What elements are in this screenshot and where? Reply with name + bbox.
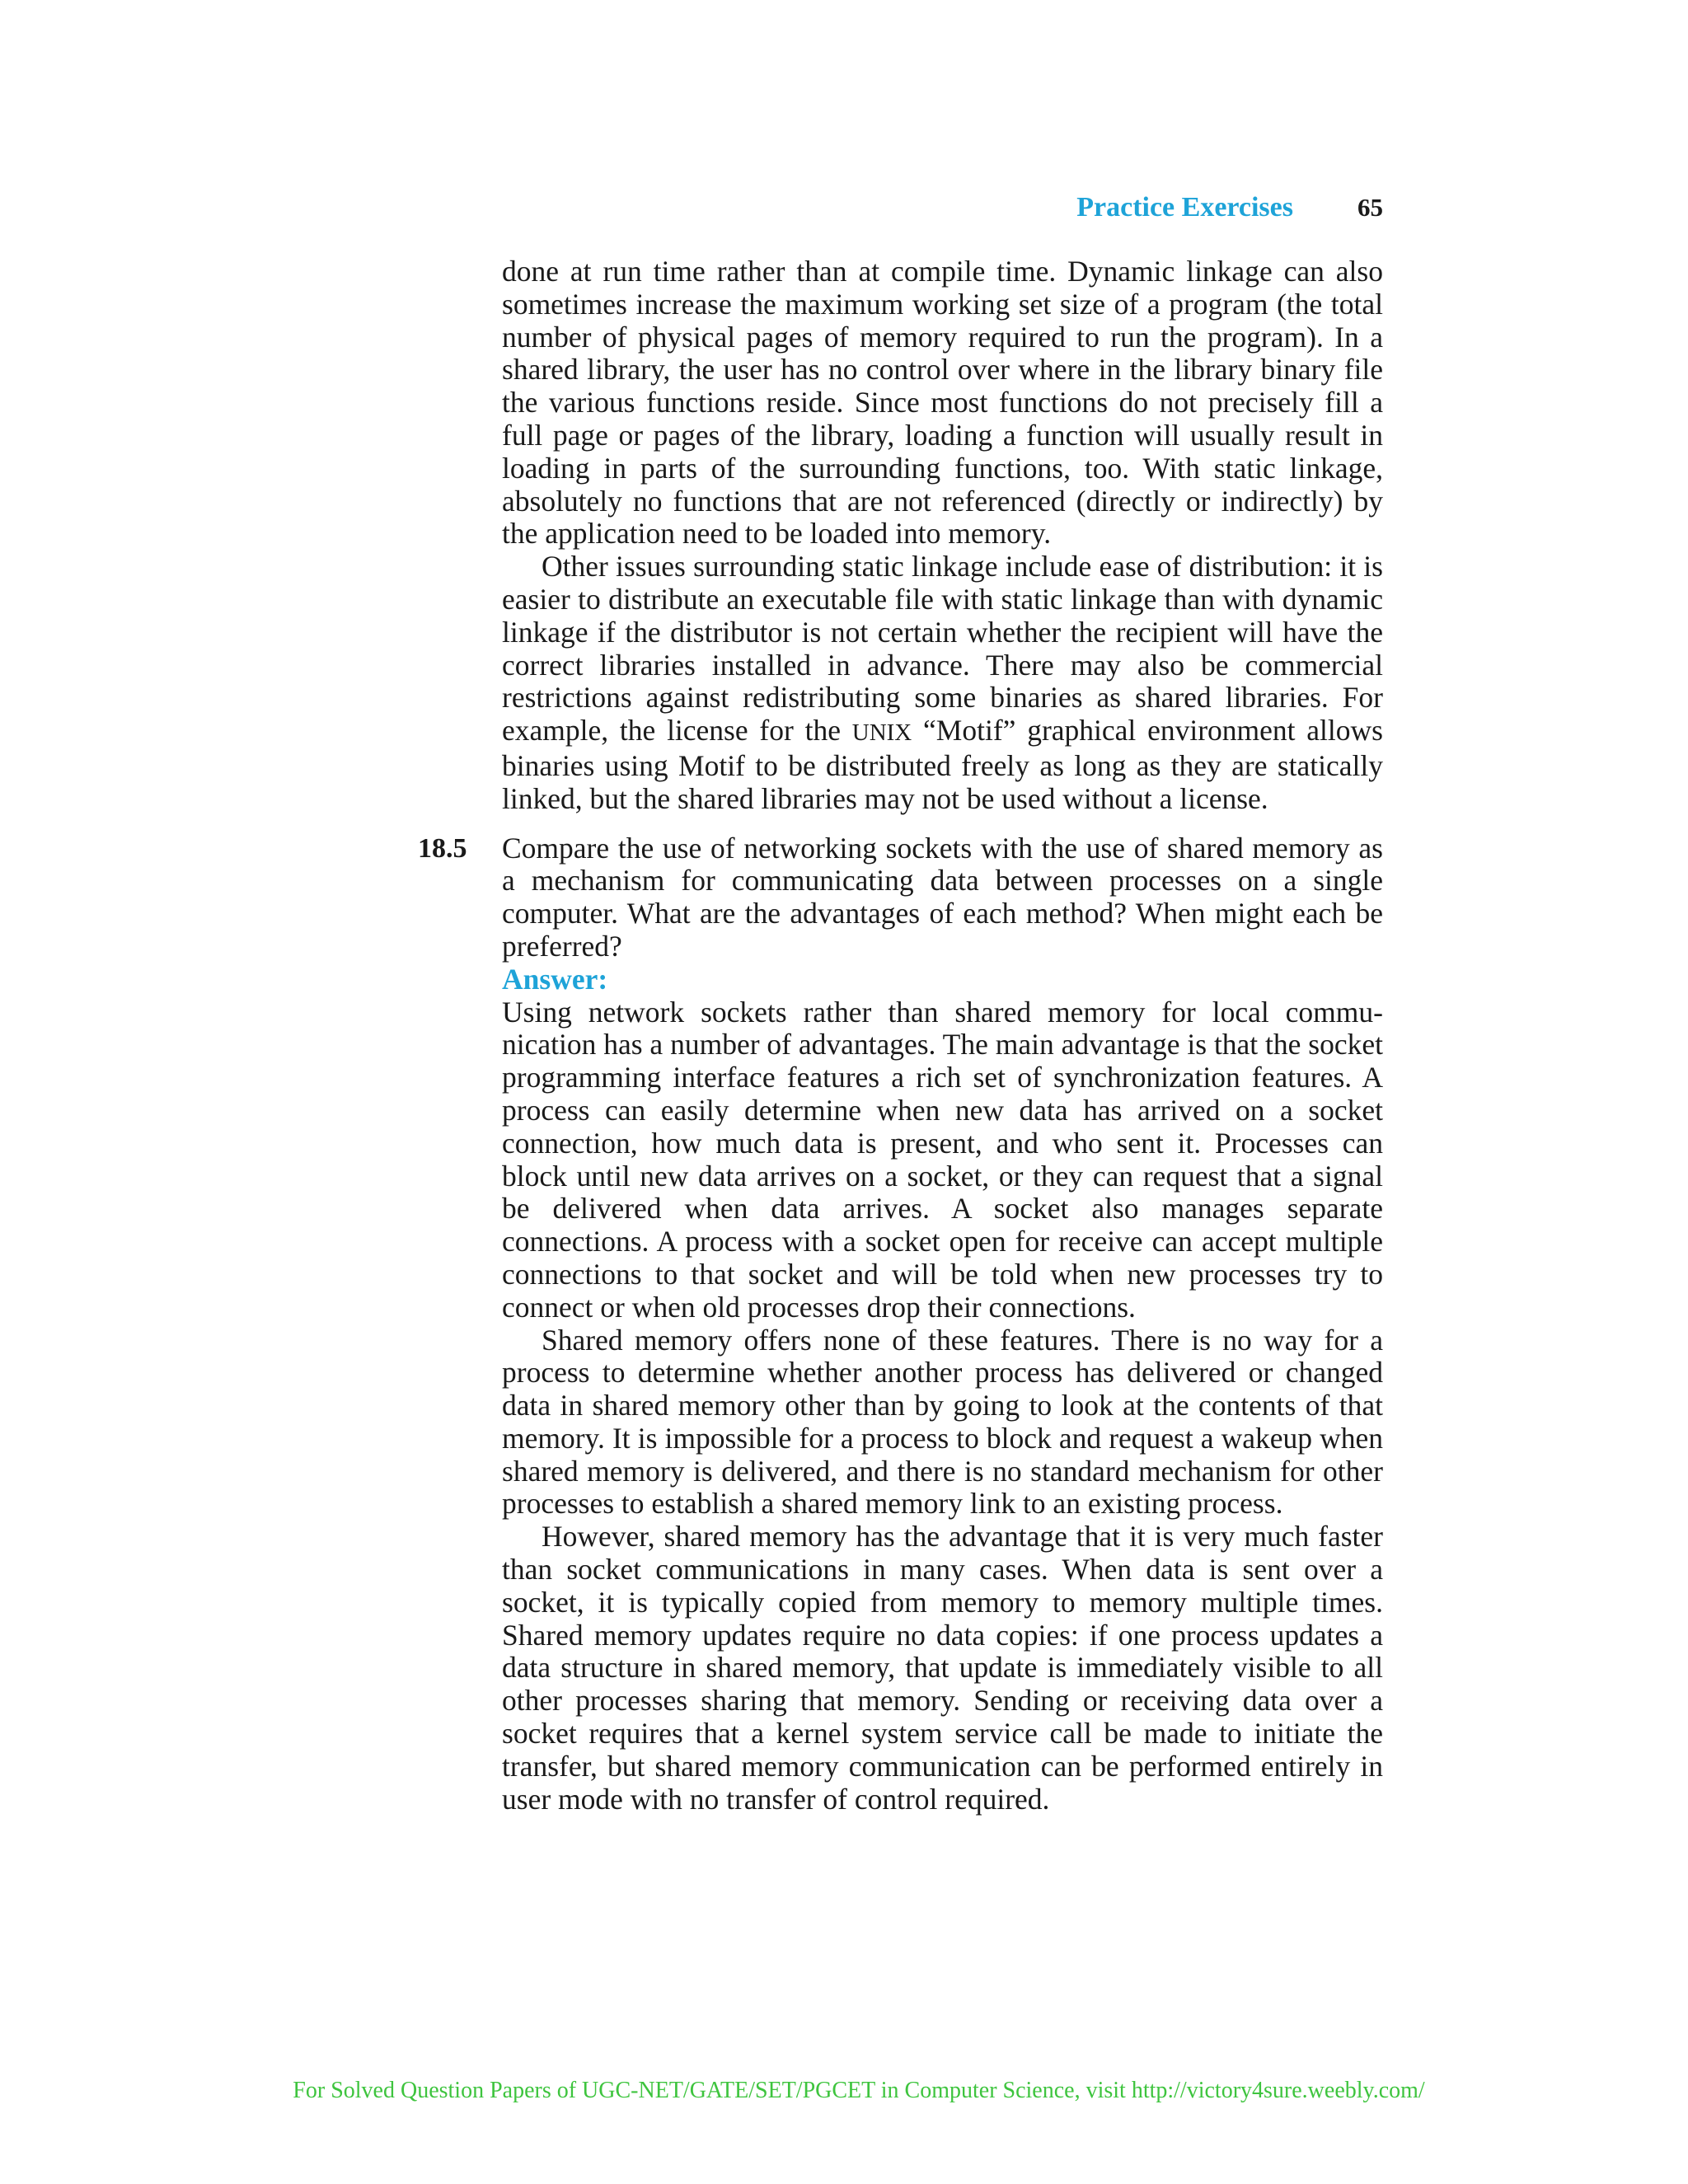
- answer-label: Answer:: [502, 962, 608, 996]
- paragraph-dynamic-linkage: done at run time rather than at compile time. Dynamic linkage can also sometimes increase the maximum working set size of a program (the total number of physical pages of memory required to run the program). In a shared library, the user has no control over where in the library binary file the various functions reside. Since most functions do not precisely fill a full page or pages of the library, loading a function will usually result in loading in parts of the surrounding functions, too. With static linkage, absolutely no functions that are not referenced (directly or indirectly) by the application need to be loaded into memory.: [502, 255, 1383, 551]
- page-body: [418, 255, 1383, 1816]
- running-header: [0, 190, 1383, 226]
- section-title: Practice Exercises: [1076, 192, 1293, 223]
- exercise-number: 18.5: [418, 832, 467, 864]
- answer-paragraph-sockets: Using network sockets rather than shared memory for local communication has a number of advantages. The main advantage is that the socket programming interface features a rich set of synchronization features. A process can easily determine when new data has arrived on a socket connection, how much data is present, and who sent it. Processes can block until new data arrives on a socket, or they can request that a signal be delivered when data arrives. A socket also manages separate connections. A process with a socket open for receive can accept multiple connections to that socket and will be told when new processes try to connect or when old processes drop their connections.: [502, 995, 1383, 1324]
- exercise-18-5: [418, 831, 1383, 1816]
- paragraph-static-linkage: [502, 551, 1383, 815]
- page-number: 65: [1357, 193, 1383, 222]
- answer-paragraph-performance: However, shared memory has the advantage that it is very much faster than socket communications in many cases. When data is sent over a socket, it is typically copied from memory to memory multiple times. Shared memory updates require no data copies: if one process updates a data structure in shared memory, that update is immediately visible to all other processes sharing that memory. Sending or receiving data over a socket requires that a kernel system service call be made to initiate the transfer, but shared memory communication can be performed entirely in user mode with no transfer of control required.: [502, 1520, 1383, 1816]
- footer-link-text: For Solved Question Papers of UGC-NET/GATE/SET/PGCET in Computer Science, visit http://victory4sure.weebly.com/: [293, 2078, 1425, 2103]
- exercise-question: Compare the use of networking sockets with the use of shared memory as a mechanism for communicating data between processes on a single computer. What are the advantages of each method? When might each be preferred?: [502, 831, 1383, 963]
- paragraph-static-linkage-end: “Motif” graphical environment allows binaries using Motif to be distributed freely as long as they are statically linked, but the shared libraries may not be used without a license.: [502, 714, 1383, 815]
- answer-paragraph-shared-memory: Shared memory offers none of these features. There is no way for a process to determine whether another process has delivered or changed data in shared memory other than by going to look at the contents of that memory. It is impossible for a process to block and request a wakeup when shared memory is delivered, and there is no standard mechanism for other processes to establish a shared memory link to an existing process.: [502, 1323, 1383, 1521]
- unix-term: UNIX: [851, 719, 912, 747]
- paragraph-static-linkage-start: Other issues surrounding static linkage include ease of distribution: it is easier to distribute an executable file with static linkage than with dynamic linkage if the distributor is not certain whether the recipient will have the correct libraries installed in advance. There may also be commercial restrictions against redistributing some binaries as shared libraries. For example, the license for the: [502, 550, 1383, 748]
